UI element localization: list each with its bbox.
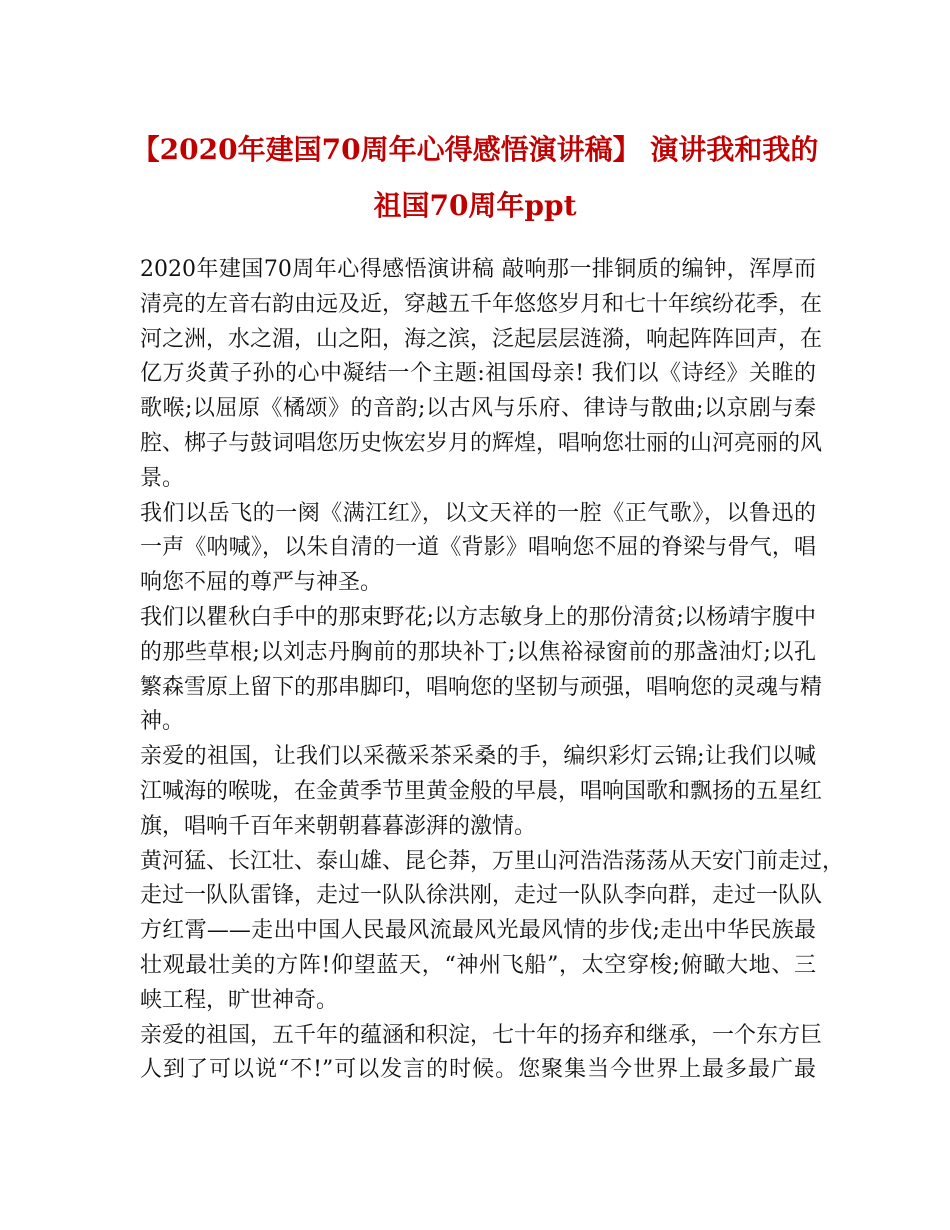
body-line: 亲爱的祖国，让我们以采薇采茶采桑的手，编织彩灯云锦;让我们以喊 [140, 744, 816, 770]
body-line: 江喊海的喉咙，在金黄季节里黄金般的早晨，唱响国歌和飘扬的五星红 [140, 778, 823, 804]
body-line: 2020年建国70周年心得感悟演讲稿 敲响那一排铜质的编钟，浑厚而 [140, 257, 816, 282]
body-line: 走过一队队雷锋，走过一队队徐洪刚，走过一队队李向群，走过一队队 [140, 883, 823, 909]
body-line: 壮观最壮美的方阵!仰望蓝天，“神州飞船”，太空穿梭;俯瞰大地、三 [140, 952, 816, 978]
body-line: 腔、梆子与鼓词唱您历史恢宏岁月的辉煌，唱响您壮丽的山河亮丽的风 [140, 430, 823, 456]
body-line: 歌喉;以屈原《橘颂》的音韵;以古风与乐府、律诗与散曲;以京剧与秦 [140, 396, 816, 422]
body-line: 亲爱的祖国，五千年的蕴涵和积淀，七十年的扬弃和继承，一个东方巨 [140, 1022, 823, 1048]
body-line: 方红霄——走出中国人民最风流最风光最风情的步伐;走出中华民族最 [140, 918, 816, 944]
body-line: 的那些草根;以刘志丹胸前的那块补丁;以焦裕禄窗前的那盏油灯;以孔 [140, 639, 816, 665]
body-line: 峡工程，旷世神奇。 [140, 987, 339, 1013]
body-line: 旗，唱响千百年来朝朝暮暮澎湃的激情。 [140, 813, 537, 839]
body-line: 景。 [140, 465, 185, 491]
title-line-2: 祖国70周年ppt [373, 189, 577, 222]
body-line: 繁森雪原上留下的那串脚印，唱响您的坚韧与顽强，唱响您的灵魂与精 [140, 674, 823, 700]
document-title [120, 122, 830, 234]
body-line: 一声《呐喊》，以朱自清的一道《背影》唱响您不屈的脊梁与骨气，唱 [140, 535, 816, 561]
body-line: 河之洲，水之湄，山之阳，海之滨，泛起层层涟漪，响起阵阵回声，在 [140, 326, 823, 352]
body-line: 神。 [140, 709, 185, 735]
body-line: 黄河猛、长江壮、泰山雄、昆仑莽，万里山河浩浩荡荡从天安门前走过， [140, 848, 845, 874]
body-line: 我们以岳飞的一阕《满江红》，以文天祥的一腔《正气歌》，以鲁迅的 [140, 500, 816, 526]
body-line: 响您不屈的尊严与神圣。 [140, 570, 383, 596]
document-body [140, 253, 845, 1088]
body-line: 人到了可以说“不!”可以发言的时候。您聚集当今世界上最多最广最 [140, 1057, 816, 1083]
title-line-1: 【2020年建国70周年心得感悟演讲稿】 演讲我和我的 [131, 133, 819, 166]
body-line: 我们以瞿秋白手中的那束野花;以方志敏身上的那份清贫;以杨靖宇腹中 [140, 604, 816, 630]
body-line: 清亮的左音右韵由远及近，穿越五千年悠悠岁月和七十年缤纷花季，在 [140, 291, 823, 317]
body-line: 亿万炎黄子孙的心中凝结一个主题:祖国母亲! 我们以《诗经》关睢的 [140, 361, 816, 387]
